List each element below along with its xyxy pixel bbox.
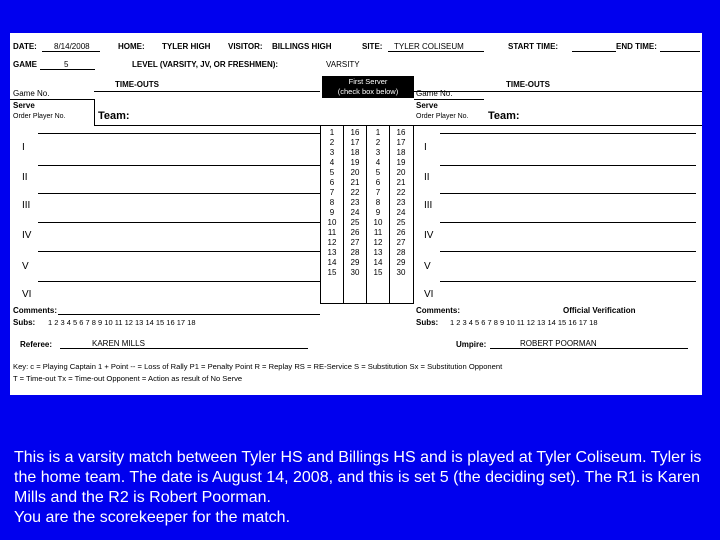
end-time-line[interactable] <box>660 51 700 52</box>
right-team-label: Team: <box>488 110 520 122</box>
right-timeouts-line <box>414 91 702 92</box>
right-subs-numbers: 1 2 3 4 5 6 7 8 9 10 11 12 13 14 15 16 17 18 <box>450 318 598 327</box>
score-cell[interactable]: 2 <box>375 138 381 147</box>
date-value[interactable]: 8/14/2008 <box>54 42 90 51</box>
left-rotation-3: III <box>22 200 31 211</box>
key-legend-line-1: Key: c = Playing Captain 1 + Point -- = Loss of Rally P1 = Penalty Point R = Replay RS = RE-Service S = Substitution Sx = Substitution Opponent <box>13 362 503 371</box>
home-label: HOME: <box>118 42 145 51</box>
left-subs-numbers: 1 2 3 4 5 6 7 8 9 10 11 12 13 14 15 16 17 18 <box>48 318 196 327</box>
score-cell[interactable]: 4 <box>375 158 381 167</box>
score-cell[interactable]: 18 <box>396 148 406 157</box>
first-server-title: First Server <box>348 77 388 86</box>
score-cell[interactable]: 21 <box>396 178 406 187</box>
left-rotation-2: II <box>22 172 28 183</box>
score-cell[interactable]: 6 <box>329 178 335 187</box>
referee-value[interactable]: KAREN MILLS <box>92 339 145 348</box>
score-cell[interactable]: 4 <box>329 158 335 167</box>
score-cell[interactable]: 12 <box>327 238 337 247</box>
umpire-label: Umpire: <box>456 340 487 349</box>
date-line <box>42 51 100 52</box>
caption-line-2: You are the scorekeeper for the match. <box>14 509 291 526</box>
score-cell[interactable]: 19 <box>350 158 360 167</box>
score-cell[interactable]: 3 <box>375 148 381 157</box>
home-value[interactable]: TYLER HIGH <box>162 42 211 51</box>
score-cell[interactable]: 30 <box>396 268 406 277</box>
score-cell[interactable]: 22 <box>350 188 360 197</box>
start-time-line[interactable] <box>572 51 616 52</box>
score-cell[interactable]: 11 <box>327 228 337 237</box>
left-timeouts-line <box>94 91 320 92</box>
scoresheet <box>10 33 702 395</box>
score-cell[interactable]: 2 <box>329 138 335 147</box>
score-cell[interactable]: 26 <box>396 228 406 237</box>
score-cell[interactable]: 21 <box>350 178 360 187</box>
score-cell[interactable]: 9 <box>375 208 381 217</box>
site-line <box>388 51 484 52</box>
left-serve-label: Serve <box>13 101 35 110</box>
score-cell[interactable]: 7 <box>375 188 381 197</box>
left-subs-label: Subs: <box>13 318 36 327</box>
scenario-caption <box>14 448 714 528</box>
score-cell[interactable]: 8 <box>375 198 381 207</box>
left-game-no-label: Game No. <box>13 89 50 98</box>
left-comments-label: Comments: <box>13 306 58 315</box>
score-cell[interactable]: 15 <box>373 268 383 277</box>
score-cell[interactable]: 13 <box>373 248 383 257</box>
score-column-left-high <box>345 128 365 278</box>
score-cell[interactable]: 10 <box>373 218 383 227</box>
left-order-label: Order Player No. <box>13 113 66 120</box>
score-cell[interactable]: 7 <box>329 188 335 197</box>
right-subs-label: Subs: <box>416 318 439 327</box>
site-value[interactable]: TYLER COLISEUM <box>394 42 464 51</box>
official-verification-label: Official Verification <box>563 306 636 315</box>
right-game-no-label: Game No. <box>416 89 453 98</box>
score-cell[interactable]: 18 <box>350 148 360 157</box>
score-cell[interactable]: 14 <box>327 258 337 267</box>
right-comments-label: Comments: <box>416 306 461 315</box>
score-cell[interactable]: 8 <box>329 198 335 207</box>
umpire-value[interactable]: ROBERT POORMAN <box>520 339 597 348</box>
right-game-no-line <box>414 99 484 100</box>
score-cell[interactable]: 10 <box>327 218 337 227</box>
left-rotation-1: I <box>22 142 25 153</box>
caption-line-1: This is a varsity match between Tyler HS and Billings HS and is played at Tyler Coliseum. Tyler is the home team. The date is August 14, 2008, and this is set 5 (the deciding set). The R1 is Karen Mills and the R2 is Robert Poorman. <box>14 449 702 506</box>
site-label: SITE: <box>362 42 383 51</box>
score-cell[interactable]: 16 <box>350 128 360 137</box>
score-cell[interactable]: 20 <box>350 168 360 177</box>
score-cell[interactable]: 17 <box>396 138 406 147</box>
score-cell[interactable]: 22 <box>396 188 406 197</box>
right-rotation-3: III <box>424 200 433 211</box>
score-cell[interactable]: 30 <box>350 268 360 277</box>
score-cell[interactable]: 1 <box>375 128 381 137</box>
referee-line <box>60 348 308 349</box>
left-rotation-5: V <box>22 261 29 272</box>
right-rotation-5: V <box>424 261 431 272</box>
first-server-banner <box>322 76 414 98</box>
score-cell[interactable]: 12 <box>373 238 383 247</box>
visitor-value[interactable]: BILLINGS HIGH <box>272 42 332 51</box>
score-cell[interactable]: 23 <box>396 198 406 207</box>
right-timeouts-label: TIME-OUTS <box>506 80 550 89</box>
game-value[interactable]: 5 <box>64 60 69 69</box>
score-column-left-low <box>322 128 342 278</box>
score-cell[interactable]: 19 <box>396 158 406 167</box>
left-rotation-4: IV <box>22 230 32 241</box>
score-column-right-low <box>368 128 388 278</box>
right-rotation-2: II <box>424 172 430 183</box>
right-team-line <box>414 125 702 126</box>
score-cell[interactable]: 28 <box>350 248 360 257</box>
left-comments-line[interactable] <box>58 314 320 315</box>
left-team-label: Team: <box>98 110 130 122</box>
left-game-no-line <box>10 99 94 100</box>
referee-label: Referee: <box>20 340 53 349</box>
right-rotation-1: I <box>424 142 427 153</box>
right-order-label: Order Player No. <box>416 113 469 120</box>
score-cell[interactable]: 13 <box>327 248 337 257</box>
left-panel-divider <box>94 99 95 125</box>
score-cell[interactable]: 25 <box>350 218 360 227</box>
score-cell[interactable]: 26 <box>350 228 360 237</box>
score-cell[interactable]: 27 <box>350 238 360 247</box>
level-label: LEVEL (VARSITY, JV, OR FRESHMEN): <box>132 60 279 69</box>
score-cell[interactable]: 14 <box>373 258 383 267</box>
score-cell[interactable]: 1 <box>329 128 335 137</box>
score-cell[interactable]: 20 <box>396 168 406 177</box>
score-cell[interactable]: 29 <box>396 258 406 267</box>
right-rotation-6: VI <box>424 289 434 300</box>
date-label: DATE: <box>13 42 37 51</box>
left-timeouts-label: TIME-OUTS <box>115 80 159 89</box>
score-cell[interactable]: 25 <box>396 218 406 227</box>
score-cell[interactable]: 27 <box>396 238 406 247</box>
first-server-note: (check box below) <box>337 87 399 96</box>
game-line <box>40 69 95 70</box>
score-cell[interactable]: 9 <box>329 208 335 217</box>
level-value[interactable]: VARSITY <box>326 60 360 69</box>
key-legend-line-2: T = Time-out Tx = Time-out Opponent = Action as result of No Serve <box>13 374 243 383</box>
score-cell[interactable]: 3 <box>329 148 335 157</box>
score-cell[interactable]: 5 <box>329 168 335 177</box>
score-cell[interactable]: 16 <box>396 128 406 137</box>
score-cell[interactable]: 5 <box>375 168 381 177</box>
score-cell[interactable]: 28 <box>396 248 406 257</box>
end-time-label: END TIME: <box>616 42 657 51</box>
score-cell[interactable]: 29 <box>350 258 360 267</box>
visitor-label: VISITOR: <box>228 42 263 51</box>
score-column-right-high <box>391 128 411 278</box>
left-rotation-6: VI <box>22 289 32 300</box>
start-time-label: START TIME: <box>508 42 559 51</box>
score-cell[interactable]: 17 <box>350 138 360 147</box>
score-cell[interactable]: 6 <box>375 178 381 187</box>
score-cell[interactable]: 24 <box>396 208 406 217</box>
right-rotation-4: IV <box>424 230 434 241</box>
score-cell[interactable]: 24 <box>350 208 360 217</box>
score-cell[interactable]: 15 <box>327 268 337 277</box>
right-serve-label: Serve <box>416 101 438 110</box>
left-team-line <box>94 125 320 126</box>
score-cell[interactable]: 23 <box>350 198 360 207</box>
score-cell[interactable]: 11 <box>373 228 383 237</box>
umpire-line <box>490 348 688 349</box>
game-label: GAME <box>13 60 37 69</box>
